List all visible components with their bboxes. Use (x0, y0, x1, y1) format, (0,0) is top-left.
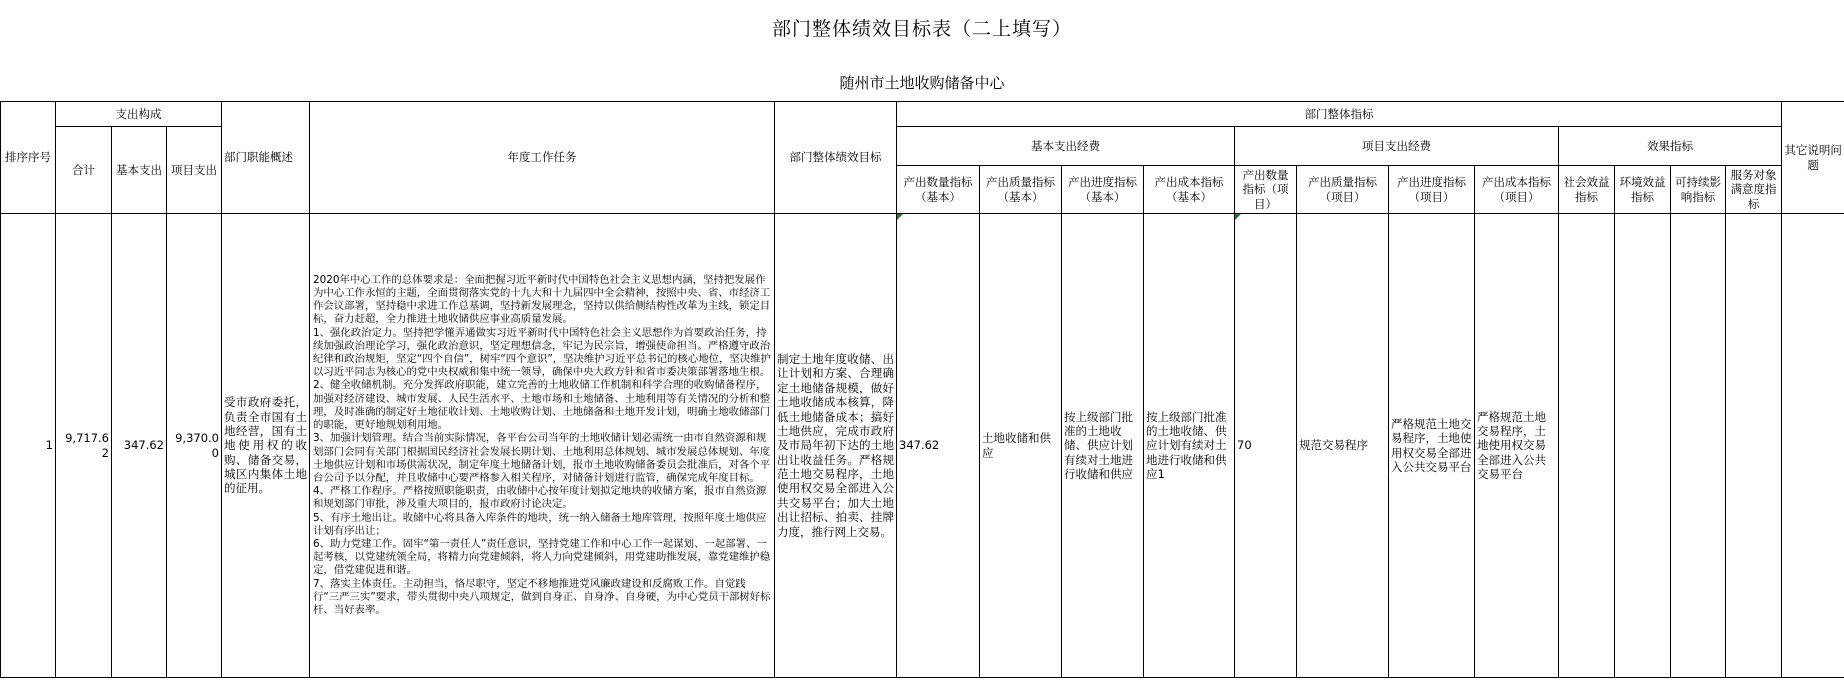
cell-basic-quality: 土地收储和供应 (980, 214, 1062, 678)
cell-seq: 1 (1, 214, 56, 678)
cell-basic: 347.62 (112, 214, 167, 678)
header-basic-quality: 产出质量指标（基本） (980, 166, 1062, 214)
cell-total: 9,717.62 (56, 214, 112, 678)
header-project-quality: 产出质量指标（项目） (1297, 166, 1389, 214)
cell-social (1559, 214, 1615, 678)
header-project-cost: 产出成本指标（项目） (1475, 166, 1559, 214)
unit-name: 随州市土地收购储备中心 (839, 74, 1005, 92)
cell-environment (1615, 214, 1671, 678)
task-paragraph: 5、有序土地出让。收储中心将具备入库条件的地块，统一纳入储备土地库管理，按照年度土地供应计划有序出让； (313, 511, 767, 537)
header-dept-goal: 部门整体绩效目标 (775, 102, 897, 214)
header-satisfaction: 服务对象满意度指标 (1726, 166, 1782, 214)
header-basic-funds: 基本支出经费 (897, 127, 1235, 166)
cell-basic-cost: 按上级部门批准的土地收储、供应计划有续对土地进行收储和供应1 (1144, 214, 1235, 678)
header-other-notes: 其它说明问题 (1782, 102, 1844, 214)
header-annual-tasks: 年度工作任务 (310, 102, 775, 214)
task-paragraph: 2、健全收储机制。充分发挥政府职能，建立完善的土地收储工作机制和科学合理的收购储备程序，加强对经济建设、城市发展、人民生活水平、土地市场和土地储备、土地利用等有关情况的分析和整理，及时准确的制定好土地征收计划、土地收购计划、土地储备和土地开发计划，明确土地收储部门的职能，更好地规划利用地。 (313, 379, 771, 432)
task-paragraph: 3、加强计划管理。结合当前实际情况，各平台公司当年的土地收储计划必需统一由市自然资源和规划部门会同有关部门根据国民经济社会发展长期计划、土地利用总体规划、城市发展总体规划、年度土地供应计划和市场供需状况，制定年度土地储备计划，报市土地收购储备委员会批准后，对各个平台公司予以分配，并且收储中心要严格参入相关程序，对储备计划进行监管，确保完成年度目标。 (313, 432, 771, 484)
header-seq: 排序序号 (1, 102, 56, 214)
header-basic-expense: 基本支出 (112, 127, 167, 214)
performance-table (0, 101, 1844, 678)
header-project-progress: 产出进度指标（项目） (1389, 166, 1475, 214)
task-paragraph: 1、强化政治定力。坚持把学懂弄通做实习近平新时代中国特色社会主义思想作为首要政治任务，持续加强政治理论学习，强化政治意识，坚定理想信念，牢记为民宗旨，增强使命担当。严格遵守政治纪律和政治规矩，坚定“四个自信”，树牢“四个意识”，坚决维护习近平总书记的核心地位，坚决维护以习近平同志为核心的党中央权威和集中统一领导，确保中央大政方针和省市委决策部署落地生根。 (313, 326, 771, 379)
cell-project-progress: 严格规范土地交易程序，土地使用权交易全部进入公共交易平台 (1389, 214, 1475, 678)
header-expense-composition: 支出构成 (56, 102, 222, 127)
header-social: 社会效益指标 (1559, 166, 1615, 214)
header-dept-indicators: 部门整体指标 (897, 102, 1782, 127)
cell-project: 9,370.00 (167, 214, 222, 678)
cell-sustainable (1671, 214, 1726, 678)
cell-project-cost: 严格规范土地交易程序，土地使用权交易全部进入公共交易平台 (1475, 214, 1559, 678)
header-basic-qty: 产出数量指标（基本） (897, 166, 980, 214)
header-total: 合计 (56, 127, 112, 214)
header-basic-cost: 产出成本指标（基本） (1144, 166, 1235, 214)
cell-basic-progress: 按上级部门批准的土地收储、供应计划有续对土地进行收储和供应 (1062, 214, 1144, 678)
header-sustainable: 可持续影响指标 (1671, 166, 1726, 214)
cell-other (1782, 214, 1844, 678)
task-paragraph: 6、助力党建工作。固牢“第一责任人”责任意识，坚持党建工作和中心工作一起谋划、一起部署、一起考核，以党建统领全局，将精力向党建倾斜，将人力向党建倾斜，用党建助推发展，靠党建维护稳定，借党建促进和谐。 (313, 537, 771, 577)
header-dept-function: 部门职能概述 (222, 102, 310, 214)
header-basic-progress: 产出进度指标（基本） (1062, 166, 1144, 214)
task-paragraph: 7、落实主体责任。主动担当，恪尽职守，坚定不移地推进党风廉政建设和反腐败工作。自觉践行“三严三实”要求，带头贯彻中央八项规定，做到自身正、自身净、自身硬，为中心党员干部树好标杆、当好表率。 (313, 577, 771, 616)
header-project-qty: 产出数量指标（项目） (1235, 166, 1297, 214)
header-effect-indicators: 效果指标 (1559, 127, 1782, 166)
task-paragraph: 4、严格工作程序。严格按照职能职责，由收储中心按年度计划拟定地块的收储方案，报市自然资源和规划部门审批，涉及重大项目的，报市政府讨论决定。 (313, 485, 767, 511)
cell-annual-tasks (310, 214, 775, 678)
cell-project-qty: 70 (1235, 214, 1297, 678)
table-row (1, 214, 1844, 678)
cell-project-quality: 规范交易程序 (1297, 214, 1389, 678)
task-paragraph: 2020年中心工作的总体要求是：全面把握习近平新时代中国特色社会主义思想内涵，坚持把发展作为中心工作永恒的主题，全面贯彻落实党的十九大和十九届四中全会精神，按照中央、省、市经济工作会议部署，坚持稳中求进工作总基调，坚持新发展理念，坚持以供给侧结构性改革为主线，锁定目标，奋力赶超，全力推进土地收储供应事业高质量发展。 (313, 273, 771, 326)
cell-satisfaction (1726, 214, 1782, 678)
cell-dept-goal: 制定土地年度收储、出让计划和方案、合理确定土地储备规模，做好土地收储成本核算，降低土地储备成本；搞好土地供应，完成市政府及市局年初下达的土地出让收益任务。严格规范土地交易程序，土地使用权交易全部进入公共交易平台；加大土地出让招标、拍卖、挂牌力度，推行网上交易。 (775, 214, 897, 678)
cell-basic-qty: 347.62 (897, 214, 980, 678)
header-project-funds: 项目支出经费 (1235, 127, 1559, 166)
header-environment: 环境效益指标 (1615, 166, 1671, 214)
header-project-expense: 项目支出 (167, 127, 222, 214)
page-title: 部门整体绩效目标表（二上填写） (771, 18, 1072, 40)
cell-function: 受市政府委托，负责全市国有土地经营，国有土地使用权的收购、储备交易，城区内集体土地的征用。 (222, 214, 310, 678)
